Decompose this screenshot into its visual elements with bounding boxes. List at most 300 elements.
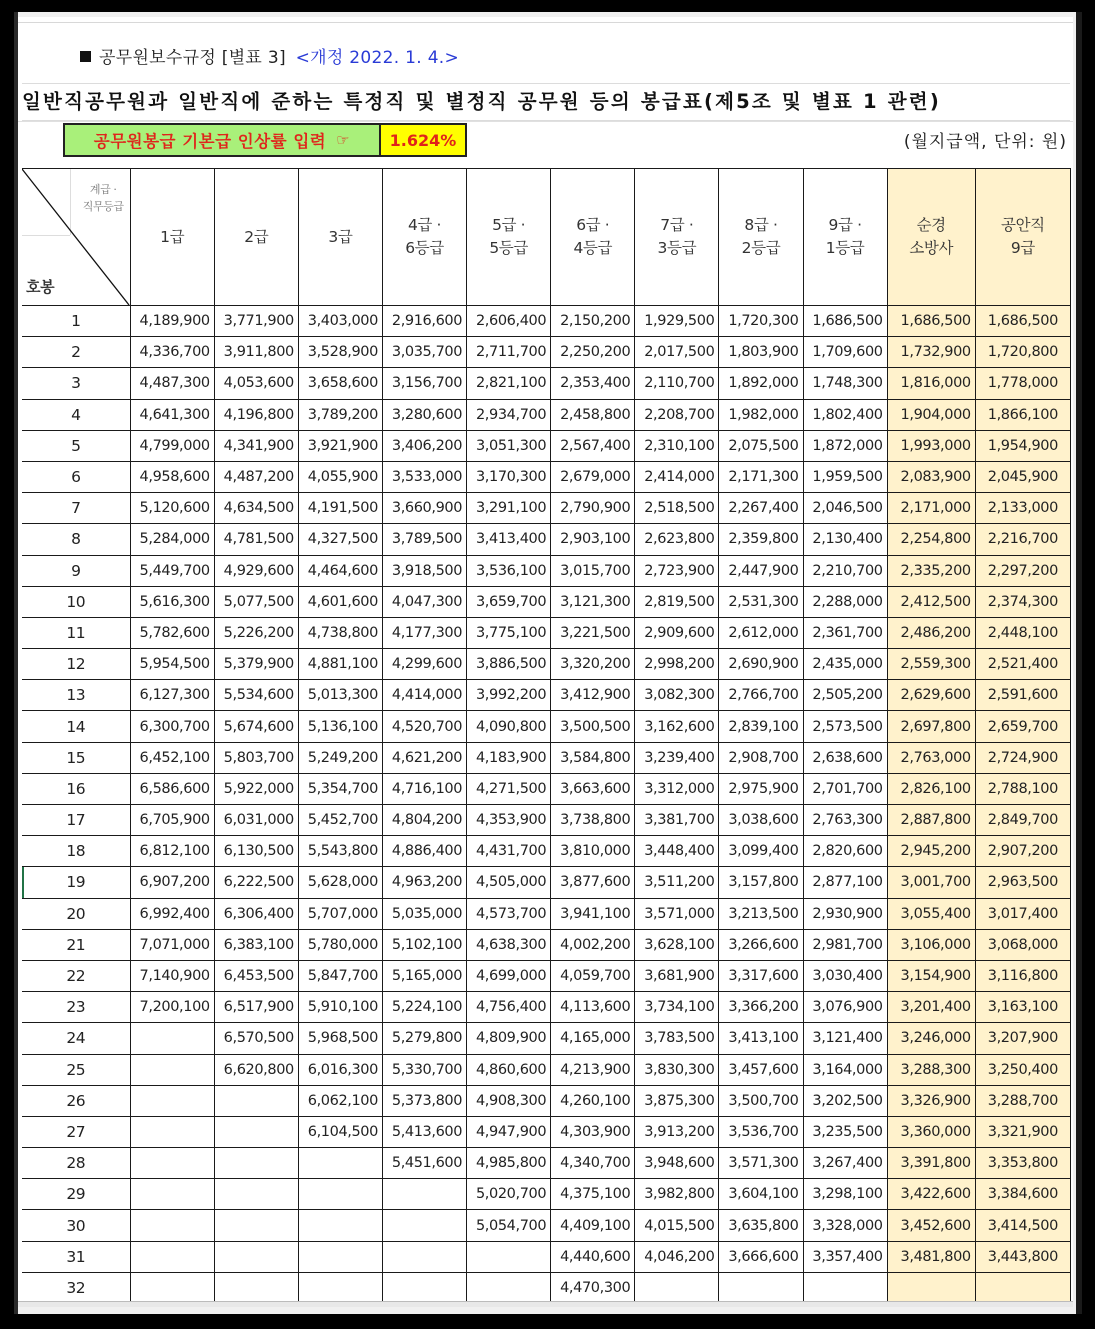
salary-cell[interactable]: 4,908,300 <box>467 1085 551 1116</box>
salary-cell[interactable]: 4,059,700 <box>551 960 635 991</box>
salary-cell[interactable]: 2,916,600 <box>382 306 466 337</box>
salary-cell[interactable]: 4,985,800 <box>467 1148 551 1179</box>
salary-cell[interactable]: 6,812,100 <box>130 836 214 867</box>
salary-cell[interactable]: 2,017,500 <box>635 337 719 368</box>
salary-cell[interactable]: 3,391,800 <box>887 1148 975 1179</box>
salary-cell[interactable]: 3,452,600 <box>887 1210 975 1241</box>
step-number-cell[interactable]: 3 <box>22 368 130 399</box>
salary-cell[interactable]: 5,249,200 <box>298 742 382 773</box>
salary-cell[interactable]: 2,435,000 <box>803 649 887 680</box>
step-number-cell[interactable]: 2 <box>22 337 130 368</box>
salary-cell[interactable]: 2,697,800 <box>887 711 975 742</box>
salary-cell[interactable]: 3,280,600 <box>382 399 466 430</box>
salary-cell[interactable]: 2,591,600 <box>975 680 1070 711</box>
salary-cell[interactable]: 3,457,600 <box>719 1054 803 1085</box>
salary-cell[interactable]: 5,284,000 <box>130 524 214 555</box>
salary-cell[interactable]: 1,732,900 <box>887 337 975 368</box>
salary-cell[interactable]: 2,045,900 <box>975 461 1070 492</box>
salary-cell[interactable]: 3,681,900 <box>635 960 719 991</box>
salary-cell[interactable]: 3,001,700 <box>887 867 975 898</box>
salary-cell[interactable]: 2,518,500 <box>635 493 719 524</box>
salary-cell[interactable]: 3,288,300 <box>887 1054 975 1085</box>
step-number-cell[interactable]: 29 <box>22 1179 130 1210</box>
salary-cell[interactable]: 4,191,500 <box>298 493 382 524</box>
salary-cell[interactable] <box>130 1023 214 1054</box>
salary-cell[interactable] <box>382 1272 466 1303</box>
salary-cell[interactable]: 3,321,900 <box>975 1116 1070 1147</box>
salary-cell[interactable]: 2,254,800 <box>887 524 975 555</box>
salary-cell[interactable]: 3,250,400 <box>975 1054 1070 1085</box>
salary-cell[interactable]: 3,635,800 <box>719 1210 803 1241</box>
salary-cell[interactable] <box>803 1272 887 1303</box>
salary-cell[interactable]: 4,213,900 <box>551 1054 635 1085</box>
salary-cell[interactable]: 2,083,900 <box>887 461 975 492</box>
salary-cell[interactable]: 3,875,300 <box>635 1085 719 1116</box>
salary-cell[interactable]: 4,002,200 <box>551 929 635 960</box>
salary-cell[interactable]: 3,413,100 <box>719 1023 803 1054</box>
salary-cell[interactable]: 2,638,600 <box>803 742 887 773</box>
salary-cell[interactable]: 3,082,300 <box>635 680 719 711</box>
salary-cell[interactable]: 2,130,400 <box>803 524 887 555</box>
salary-cell[interactable]: 4,260,100 <box>551 1085 635 1116</box>
salary-cell[interactable]: 2,075,500 <box>719 430 803 461</box>
salary-cell[interactable]: 2,171,000 <box>887 493 975 524</box>
salary-cell[interactable]: 1,866,100 <box>975 399 1070 430</box>
raise-rate-input[interactable]: 1.624% <box>381 125 465 155</box>
salary-cell[interactable]: 3,121,400 <box>803 1023 887 1054</box>
salary-cell[interactable]: 2,216,700 <box>975 524 1070 555</box>
salary-cell[interactable]: 6,452,100 <box>130 742 214 773</box>
salary-cell[interactable]: 1,816,000 <box>887 368 975 399</box>
salary-cell[interactable]: 3,239,400 <box>635 742 719 773</box>
salary-cell[interactable]: 3,035,700 <box>382 337 466 368</box>
salary-cell[interactable]: 3,830,300 <box>635 1054 719 1085</box>
salary-cell[interactable]: 4,053,600 <box>214 368 298 399</box>
salary-cell[interactable]: 1,720,300 <box>719 306 803 337</box>
step-number-cell[interactable]: 10 <box>22 586 130 617</box>
step-number-cell[interactable]: 17 <box>22 805 130 836</box>
salary-cell[interactable]: 2,963,500 <box>975 867 1070 898</box>
salary-cell[interactable]: 2,849,700 <box>975 805 1070 836</box>
salary-cell[interactable]: 2,171,300 <box>719 461 803 492</box>
salary-cell[interactable]: 4,520,700 <box>382 711 466 742</box>
salary-cell[interactable]: 2,297,200 <box>975 555 1070 586</box>
salary-cell[interactable]: 3,384,600 <box>975 1179 1070 1210</box>
salary-cell[interactable]: 3,511,200 <box>635 867 719 898</box>
salary-cell[interactable] <box>298 1272 382 1303</box>
salary-cell[interactable]: 6,517,900 <box>214 992 298 1023</box>
salary-cell[interactable]: 6,383,100 <box>214 929 298 960</box>
salary-cell[interactable]: 5,279,800 <box>382 1023 466 1054</box>
salary-cell[interactable]: 2,150,200 <box>551 306 635 337</box>
salary-cell[interactable]: 3,326,900 <box>887 1085 975 1116</box>
salary-cell[interactable]: 2,877,100 <box>803 867 887 898</box>
salary-cell[interactable]: 3,366,200 <box>719 992 803 1023</box>
salary-cell[interactable]: 7,140,900 <box>130 960 214 991</box>
salary-cell[interactable]: 4,470,300 <box>551 1272 635 1303</box>
salary-cell[interactable]: 4,336,700 <box>130 337 214 368</box>
salary-cell[interactable]: 4,621,200 <box>382 742 466 773</box>
salary-cell[interactable]: 2,975,900 <box>719 773 803 804</box>
salary-cell[interactable] <box>382 1241 466 1272</box>
salary-cell[interactable]: 2,250,200 <box>551 337 635 368</box>
salary-cell[interactable]: 4,947,900 <box>467 1116 551 1147</box>
salary-cell[interactable]: 4,327,500 <box>298 524 382 555</box>
salary-cell[interactable]: 6,570,500 <box>214 1023 298 1054</box>
step-number-cell[interactable]: 8 <box>22 524 130 555</box>
step-number-cell[interactable]: 9 <box>22 555 130 586</box>
salary-cell[interactable] <box>467 1272 551 1303</box>
salary-cell[interactable]: 3,536,700 <box>719 1116 803 1147</box>
salary-cell[interactable]: 3,068,000 <box>975 929 1070 960</box>
step-number-cell[interactable]: 13 <box>22 680 130 711</box>
salary-cell[interactable]: 5,803,700 <box>214 742 298 773</box>
salary-cell[interactable]: 1,929,500 <box>635 306 719 337</box>
salary-cell[interactable]: 4,414,000 <box>382 680 466 711</box>
salary-cell[interactable]: 7,071,000 <box>130 929 214 960</box>
salary-cell[interactable]: 4,881,100 <box>298 649 382 680</box>
salary-cell[interactable] <box>130 1179 214 1210</box>
salary-cell[interactable]: 3,663,600 <box>551 773 635 804</box>
salary-cell[interactable]: 2,701,700 <box>803 773 887 804</box>
salary-cell[interactable]: 5,413,600 <box>382 1116 466 1147</box>
salary-cell[interactable]: 3,771,900 <box>214 306 298 337</box>
salary-cell[interactable] <box>635 1272 719 1303</box>
salary-cell[interactable]: 5,922,000 <box>214 773 298 804</box>
salary-cell[interactable]: 5,451,600 <box>382 1148 466 1179</box>
salary-cell[interactable]: 2,133,000 <box>975 493 1070 524</box>
salary-cell[interactable]: 4,638,300 <box>467 929 551 960</box>
salary-cell[interactable]: 1,802,400 <box>803 399 887 430</box>
salary-cell[interactable]: 2,486,200 <box>887 617 975 648</box>
salary-cell[interactable]: 4,375,100 <box>551 1179 635 1210</box>
salary-cell[interactable]: 3,571,000 <box>635 898 719 929</box>
salary-cell[interactable]: 1,778,000 <box>975 368 1070 399</box>
salary-cell[interactable]: 5,534,600 <box>214 680 298 711</box>
salary-cell[interactable]: 4,353,900 <box>467 805 551 836</box>
salary-cell[interactable]: 6,130,500 <box>214 836 298 867</box>
salary-cell[interactable]: 2,567,400 <box>551 430 635 461</box>
salary-cell[interactable]: 2,110,700 <box>635 368 719 399</box>
salary-cell[interactable]: 6,062,100 <box>298 1085 382 1116</box>
salary-cell[interactable]: 2,612,000 <box>719 617 803 648</box>
salary-cell[interactable]: 3,170,300 <box>467 461 551 492</box>
salary-cell[interactable]: 5,165,000 <box>382 960 466 991</box>
salary-cell[interactable]: 3,221,500 <box>551 617 635 648</box>
step-number-cell[interactable]: 27 <box>22 1116 130 1147</box>
salary-cell[interactable] <box>214 1148 298 1179</box>
salary-cell[interactable] <box>130 1054 214 1085</box>
salary-cell[interactable]: 4,641,300 <box>130 399 214 430</box>
salary-cell[interactable]: 4,699,000 <box>467 960 551 991</box>
salary-cell[interactable] <box>214 1179 298 1210</box>
salary-cell[interactable]: 5,102,100 <box>382 929 466 960</box>
salary-cell[interactable]: 3,381,700 <box>635 805 719 836</box>
salary-cell[interactable]: 3,982,800 <box>635 1179 719 1210</box>
salary-cell[interactable]: 1,803,900 <box>719 337 803 368</box>
salary-cell[interactable]: 1,959,500 <box>803 461 887 492</box>
salary-cell[interactable]: 3,360,000 <box>887 1116 975 1147</box>
salary-cell[interactable]: 4,189,900 <box>130 306 214 337</box>
salary-cell[interactable]: 4,113,600 <box>551 992 635 1023</box>
salary-cell[interactable]: 5,020,700 <box>467 1179 551 1210</box>
salary-cell[interactable]: 3,202,500 <box>803 1085 887 1116</box>
salary-cell[interactable]: 5,354,700 <box>298 773 382 804</box>
salary-cell[interactable]: 4,409,100 <box>551 1210 635 1241</box>
salary-cell[interactable]: 2,945,200 <box>887 836 975 867</box>
salary-cell[interactable]: 2,046,500 <box>803 493 887 524</box>
salary-cell[interactable]: 3,156,700 <box>382 368 466 399</box>
salary-cell[interactable]: 4,464,600 <box>298 555 382 586</box>
salary-cell[interactable]: 2,724,900 <box>975 742 1070 773</box>
salary-cell[interactable]: 3,448,400 <box>635 836 719 867</box>
salary-cell[interactable]: 3,076,900 <box>803 992 887 1023</box>
salary-cell[interactable]: 3,660,900 <box>382 493 466 524</box>
salary-cell[interactable]: 4,440,600 <box>551 1241 635 1272</box>
salary-cell[interactable]: 4,860,600 <box>467 1054 551 1085</box>
salary-cell[interactable]: 5,616,300 <box>130 586 214 617</box>
salary-cell[interactable]: 4,183,900 <box>467 742 551 773</box>
salary-cell[interactable]: 3,038,600 <box>719 805 803 836</box>
salary-cell[interactable]: 2,629,600 <box>887 680 975 711</box>
salary-cell[interactable]: 2,790,900 <box>551 493 635 524</box>
salary-cell[interactable]: 3,911,800 <box>214 337 298 368</box>
salary-cell[interactable]: 4,303,900 <box>551 1116 635 1147</box>
salary-cell[interactable] <box>719 1272 803 1303</box>
salary-cell[interactable]: 3,443,800 <box>975 1241 1070 1272</box>
salary-cell[interactable]: 2,908,700 <box>719 742 803 773</box>
salary-cell[interactable] <box>975 1272 1070 1303</box>
salary-cell[interactable]: 4,046,200 <box>635 1241 719 1272</box>
salary-cell[interactable]: 5,077,500 <box>214 586 298 617</box>
salary-cell[interactable]: 3,783,500 <box>635 1023 719 1054</box>
salary-cell[interactable]: 1,686,500 <box>803 306 887 337</box>
salary-cell[interactable]: 3,030,400 <box>803 960 887 991</box>
salary-cell[interactable]: 4,756,400 <box>467 992 551 1023</box>
salary-cell[interactable]: 2,359,800 <box>719 524 803 555</box>
salary-cell[interactable]: 4,809,900 <box>467 1023 551 1054</box>
salary-cell[interactable]: 2,690,900 <box>719 649 803 680</box>
salary-cell[interactable]: 3,775,100 <box>467 617 551 648</box>
salary-cell[interactable]: 1,982,000 <box>719 399 803 430</box>
salary-cell[interactable]: 6,705,900 <box>130 805 214 836</box>
salary-cell[interactable]: 7,200,100 <box>130 992 214 1023</box>
salary-cell[interactable]: 2,907,200 <box>975 836 1070 867</box>
step-number-cell[interactable]: 7 <box>22 493 130 524</box>
salary-cell[interactable]: 3,533,000 <box>382 461 466 492</box>
salary-cell[interactable]: 2,448,100 <box>975 617 1070 648</box>
salary-cell[interactable] <box>298 1241 382 1272</box>
salary-cell[interactable]: 3,948,600 <box>635 1148 719 1179</box>
salary-cell[interactable]: 3,992,200 <box>467 680 551 711</box>
salary-cell[interactable]: 3,921,900 <box>298 430 382 461</box>
salary-cell[interactable]: 5,136,100 <box>298 711 382 742</box>
salary-cell[interactable]: 1,993,000 <box>887 430 975 461</box>
salary-cell[interactable]: 3,267,400 <box>803 1148 887 1179</box>
step-number-cell[interactable]: 28 <box>22 1148 130 1179</box>
salary-cell[interactable]: 5,373,800 <box>382 1085 466 1116</box>
step-number-cell[interactable]: 30 <box>22 1210 130 1241</box>
salary-cell[interactable]: 3,571,300 <box>719 1148 803 1179</box>
salary-cell[interactable]: 4,963,200 <box>382 867 466 898</box>
salary-cell[interactable]: 5,847,700 <box>298 960 382 991</box>
salary-cell[interactable]: 2,887,800 <box>887 805 975 836</box>
step-number-cell[interactable]: 20 <box>22 898 130 929</box>
salary-cell[interactable]: 3,163,100 <box>975 992 1070 1023</box>
salary-cell[interactable]: 2,521,400 <box>975 649 1070 680</box>
salary-cell[interactable]: 3,157,800 <box>719 867 803 898</box>
salary-cell[interactable]: 3,099,400 <box>719 836 803 867</box>
salary-cell[interactable]: 4,738,800 <box>298 617 382 648</box>
step-number-cell[interactable]: 4 <box>22 399 130 430</box>
salary-cell[interactable]: 2,839,100 <box>719 711 803 742</box>
step-number-cell[interactable]: 11 <box>22 617 130 648</box>
salary-cell[interactable]: 3,536,100 <box>467 555 551 586</box>
salary-cell[interactable]: 2,414,000 <box>635 461 719 492</box>
salary-cell[interactable]: 6,127,300 <box>130 680 214 711</box>
salary-cell[interactable] <box>467 1241 551 1272</box>
salary-cell[interactable]: 3,106,000 <box>887 929 975 960</box>
step-number-cell[interactable]: 5 <box>22 430 130 461</box>
salary-cell[interactable]: 4,781,500 <box>214 524 298 555</box>
salary-cell[interactable]: 4,929,600 <box>214 555 298 586</box>
salary-cell[interactable] <box>130 1148 214 1179</box>
step-number-cell[interactable]: 6 <box>22 461 130 492</box>
salary-cell[interactable] <box>130 1116 214 1147</box>
salary-cell[interactable]: 6,453,500 <box>214 960 298 991</box>
salary-cell[interactable]: 2,819,500 <box>635 586 719 617</box>
salary-cell[interactable]: 6,306,400 <box>214 898 298 929</box>
salary-cell[interactable]: 4,886,400 <box>382 836 466 867</box>
salary-cell[interactable]: 1,872,000 <box>803 430 887 461</box>
salary-cell[interactable]: 4,601,600 <box>298 586 382 617</box>
salary-cell[interactable]: 3,877,600 <box>551 867 635 898</box>
salary-cell[interactable]: 5,330,700 <box>382 1054 466 1085</box>
salary-cell[interactable]: 4,196,800 <box>214 399 298 430</box>
salary-cell[interactable]: 5,013,300 <box>298 680 382 711</box>
salary-cell[interactable]: 2,679,000 <box>551 461 635 492</box>
salary-cell[interactable]: 5,120,600 <box>130 493 214 524</box>
step-number-cell[interactable]: 24 <box>22 1023 130 1054</box>
salary-cell[interactable]: 3,913,200 <box>635 1116 719 1147</box>
salary-cell[interactable]: 5,224,100 <box>382 992 466 1023</box>
salary-cell[interactable]: 3,658,600 <box>298 368 382 399</box>
salary-cell[interactable]: 6,992,400 <box>130 898 214 929</box>
salary-cell[interactable]: 3,116,800 <box>975 960 1070 991</box>
salary-cell[interactable]: 2,559,300 <box>887 649 975 680</box>
salary-cell[interactable]: 3,500,700 <box>719 1085 803 1116</box>
salary-cell[interactable]: 4,431,700 <box>467 836 551 867</box>
step-number-cell[interactable]: 26 <box>22 1085 130 1116</box>
salary-cell[interactable]: 3,353,800 <box>975 1148 1070 1179</box>
salary-cell[interactable]: 4,634,500 <box>214 493 298 524</box>
salary-cell[interactable] <box>382 1179 466 1210</box>
salary-cell[interactable]: 3,017,400 <box>975 898 1070 929</box>
salary-cell[interactable]: 2,766,700 <box>719 680 803 711</box>
salary-cell[interactable] <box>214 1085 298 1116</box>
salary-cell[interactable]: 3,201,400 <box>887 992 975 1023</box>
salary-cell[interactable]: 4,804,200 <box>382 805 466 836</box>
salary-cell[interactable]: 2,310,100 <box>635 430 719 461</box>
salary-cell[interactable]: 4,055,900 <box>298 461 382 492</box>
salary-cell[interactable]: 3,738,800 <box>551 805 635 836</box>
salary-cell[interactable]: 2,447,900 <box>719 555 803 586</box>
salary-cell[interactable]: 3,918,500 <box>382 555 466 586</box>
salary-cell[interactable]: 3,500,500 <box>551 711 635 742</box>
salary-cell[interactable]: 2,335,200 <box>887 555 975 586</box>
salary-cell[interactable]: 3,406,200 <box>382 430 466 461</box>
salary-cell[interactable]: 1,904,000 <box>887 399 975 430</box>
salary-cell[interactable]: 3,266,600 <box>719 929 803 960</box>
salary-cell[interactable]: 3,164,000 <box>803 1054 887 1085</box>
salary-cell[interactable] <box>298 1148 382 1179</box>
salary-cell[interactable]: 2,210,700 <box>803 555 887 586</box>
step-number-cell[interactable]: 23 <box>22 992 130 1023</box>
step-number-cell[interactable]: 22 <box>22 960 130 991</box>
salary-cell[interactable]: 4,177,300 <box>382 617 466 648</box>
salary-cell[interactable]: 3,051,300 <box>467 430 551 461</box>
salary-cell[interactable]: 4,047,300 <box>382 586 466 617</box>
salary-cell[interactable]: 6,907,200 <box>130 867 214 898</box>
salary-cell[interactable]: 2,412,500 <box>887 586 975 617</box>
salary-cell[interactable]: 3,412,900 <box>551 680 635 711</box>
salary-cell[interactable]: 6,620,800 <box>214 1054 298 1085</box>
salary-cell[interactable]: 4,716,100 <box>382 773 466 804</box>
salary-cell[interactable]: 4,487,300 <box>130 368 214 399</box>
salary-cell[interactable] <box>130 1272 214 1303</box>
salary-cell[interactable]: 3,604,100 <box>719 1179 803 1210</box>
salary-cell[interactable]: 3,357,400 <box>803 1241 887 1272</box>
salary-cell[interactable]: 2,723,900 <box>635 555 719 586</box>
salary-cell[interactable]: 1,748,300 <box>803 368 887 399</box>
salary-cell[interactable]: 3,941,100 <box>551 898 635 929</box>
salary-cell[interactable] <box>130 1241 214 1272</box>
salary-cell[interactable]: 3,298,100 <box>803 1179 887 1210</box>
salary-cell[interactable]: 3,628,100 <box>635 929 719 960</box>
step-number-cell[interactable]: 15 <box>22 742 130 773</box>
salary-cell[interactable] <box>298 1210 382 1241</box>
salary-cell[interactable] <box>214 1241 298 1272</box>
salary-cell[interactable]: 1,954,900 <box>975 430 1070 461</box>
salary-cell[interactable]: 3,886,500 <box>467 649 551 680</box>
salary-cell[interactable]: 2,763,000 <box>887 742 975 773</box>
salary-cell[interactable]: 2,353,400 <box>551 368 635 399</box>
salary-cell[interactable]: 2,361,700 <box>803 617 887 648</box>
salary-cell[interactable]: 3,666,600 <box>719 1241 803 1272</box>
step-number-cell[interactable]: 14 <box>22 711 130 742</box>
salary-cell[interactable] <box>887 1272 975 1303</box>
salary-cell[interactable] <box>214 1210 298 1241</box>
salary-cell[interactable] <box>298 1179 382 1210</box>
salary-cell[interactable]: 1,686,500 <box>975 306 1070 337</box>
salary-cell[interactable]: 4,341,900 <box>214 430 298 461</box>
salary-cell[interactable]: 1,892,000 <box>719 368 803 399</box>
salary-cell[interactable] <box>214 1272 298 1303</box>
step-number-cell[interactable]: 18 <box>22 836 130 867</box>
salary-cell[interactable]: 3,789,500 <box>382 524 466 555</box>
salary-cell[interactable]: 6,031,000 <box>214 805 298 836</box>
salary-cell[interactable]: 5,226,200 <box>214 617 298 648</box>
salary-cell[interactable]: 3,413,400 <box>467 524 551 555</box>
salary-cell[interactable]: 3,291,100 <box>467 493 551 524</box>
salary-cell[interactable]: 6,104,500 <box>298 1116 382 1147</box>
salary-cell[interactable]: 4,573,700 <box>467 898 551 929</box>
step-number-cell[interactable]: 12 <box>22 649 130 680</box>
salary-cell[interactable]: 3,789,200 <box>298 399 382 430</box>
salary-cell[interactable]: 3,213,500 <box>719 898 803 929</box>
salary-cell[interactable]: 5,379,900 <box>214 649 298 680</box>
step-number-cell[interactable]: 32 <box>22 1272 130 1303</box>
